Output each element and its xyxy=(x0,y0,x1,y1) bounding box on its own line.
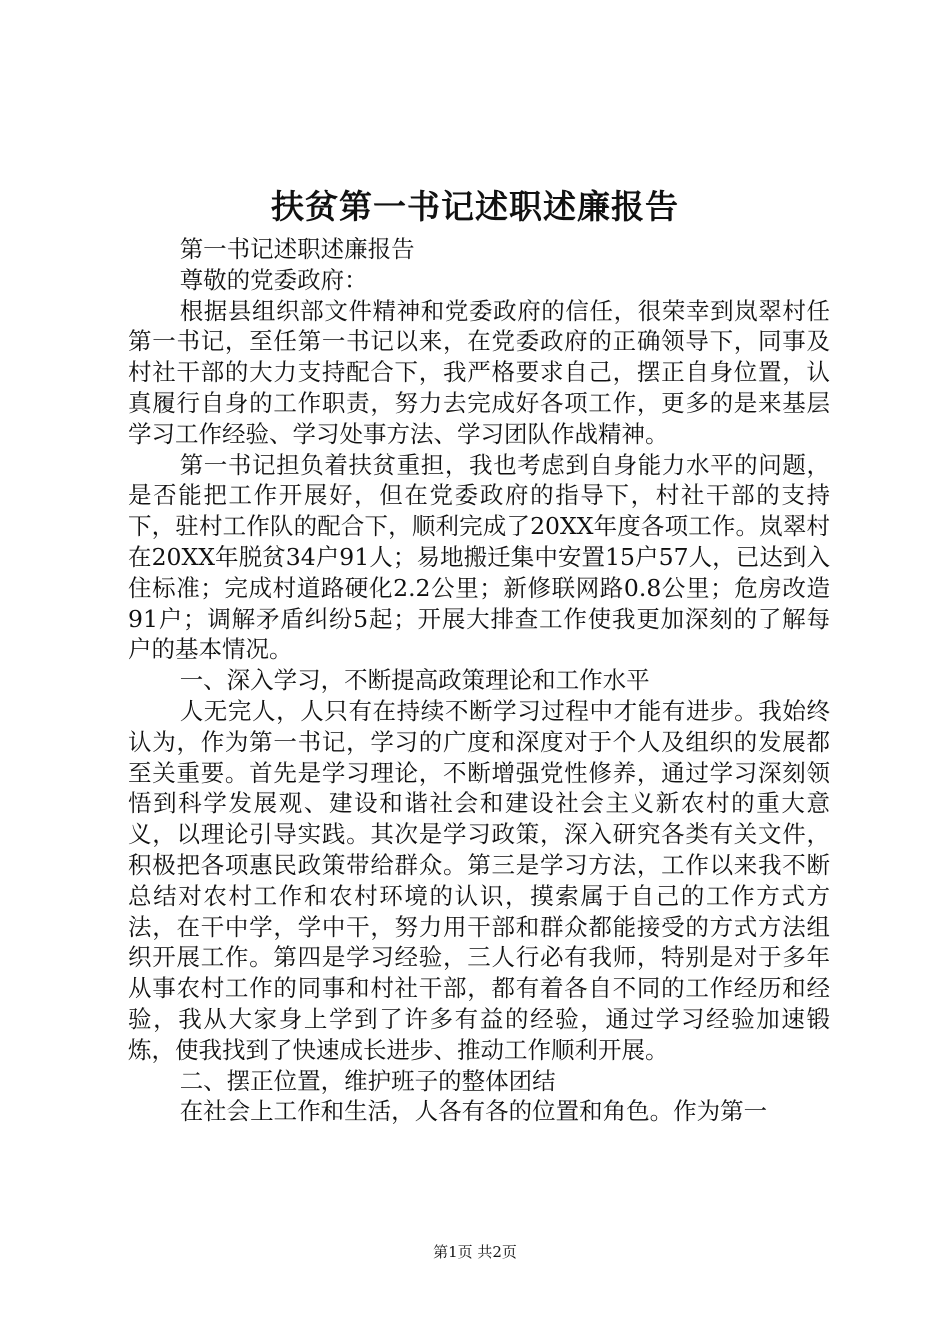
paragraph-position: 在社会上工作和生活，人各有各的位置和角色。作为第一 xyxy=(179,1097,768,1126)
page-footer: 第1页 共2页 xyxy=(433,1243,517,1261)
paragraph-learning: 人无完人，人只有在持续不断学习过程中才能有进步。我始终认为，作为第一书记，学习的广度和深度对于个人及组织的发展都至关重要。首先是学习理论，不断增强党性修养，通过学习深刻领悟到科学发展观、建设和谐社会和建设社会主义新农村的重大意义，以理论引导实践。其次是学习政策，深入研究各类有关文件，积极把各项惠民政策带给群众。第三是学习方法，工作以来我不断总结对农村工作和农村环境的认识，摸索属于自己的工作方式方法，在干中学，学中干，努力用干部和群众都能接受的方式方法组织开展工作。第四是学习经验，三人行必有我师，特别是对于多年从事农村工作的同事和村社干部，都有着各自不同的工作经历和经验，我从大家身上学到了许多有益的经验，通过学习经验加速锻炼，使我找到了快速成长进步、推动工作顺利开展。 xyxy=(128,696,830,1064)
paragraph-achievements: 第一书记担负着扶贫重担，我也考虑到自身能力水平的问题，是否能把工作开展好，但在党委政府的指导下，村社干部的支持下，驻村工作队的配合下，顺利完成了20XX年度各项工作。岚翠村在20XX年脱贫34户91人；易地搬迁集中安置15户57人，已达到入住标准；完成村道路硬化2.2公里；新修联网路0.8公里；危房改造91户；调解矛盾纠纷5起；开展大排查工作使我更加深刻的了解每户的基本情况。 xyxy=(128,450,830,664)
section-heading-1: 一、深入学习，不断提高政策理论和工作水平 xyxy=(179,666,650,695)
document-body xyxy=(128,234,830,1127)
section-heading-2: 二、摆正位置，维护班子的整体团结 xyxy=(179,1066,556,1095)
paragraph-salutation: 尊敬的党委政府： xyxy=(179,265,368,294)
document-title: 扶贫第一书记述职述廉报告 xyxy=(271,187,679,226)
paragraph-subtitle: 第一书记述职述廉报告 xyxy=(179,235,415,263)
paragraph-intro: 根据县组织部文件精神和党委政府的信任，很荣幸到岚翠村任第一书记，至任第一书记以来，在党委政府的正确领导下，同事及村社干部的大力支持配合下，我严格要求自己，摆正自身位置，认真履行自身的工作职责，努力去完成好各项工作，更多的是来基层学习工作经验、学习处事方法、学习团队作战精神。 xyxy=(128,296,830,448)
